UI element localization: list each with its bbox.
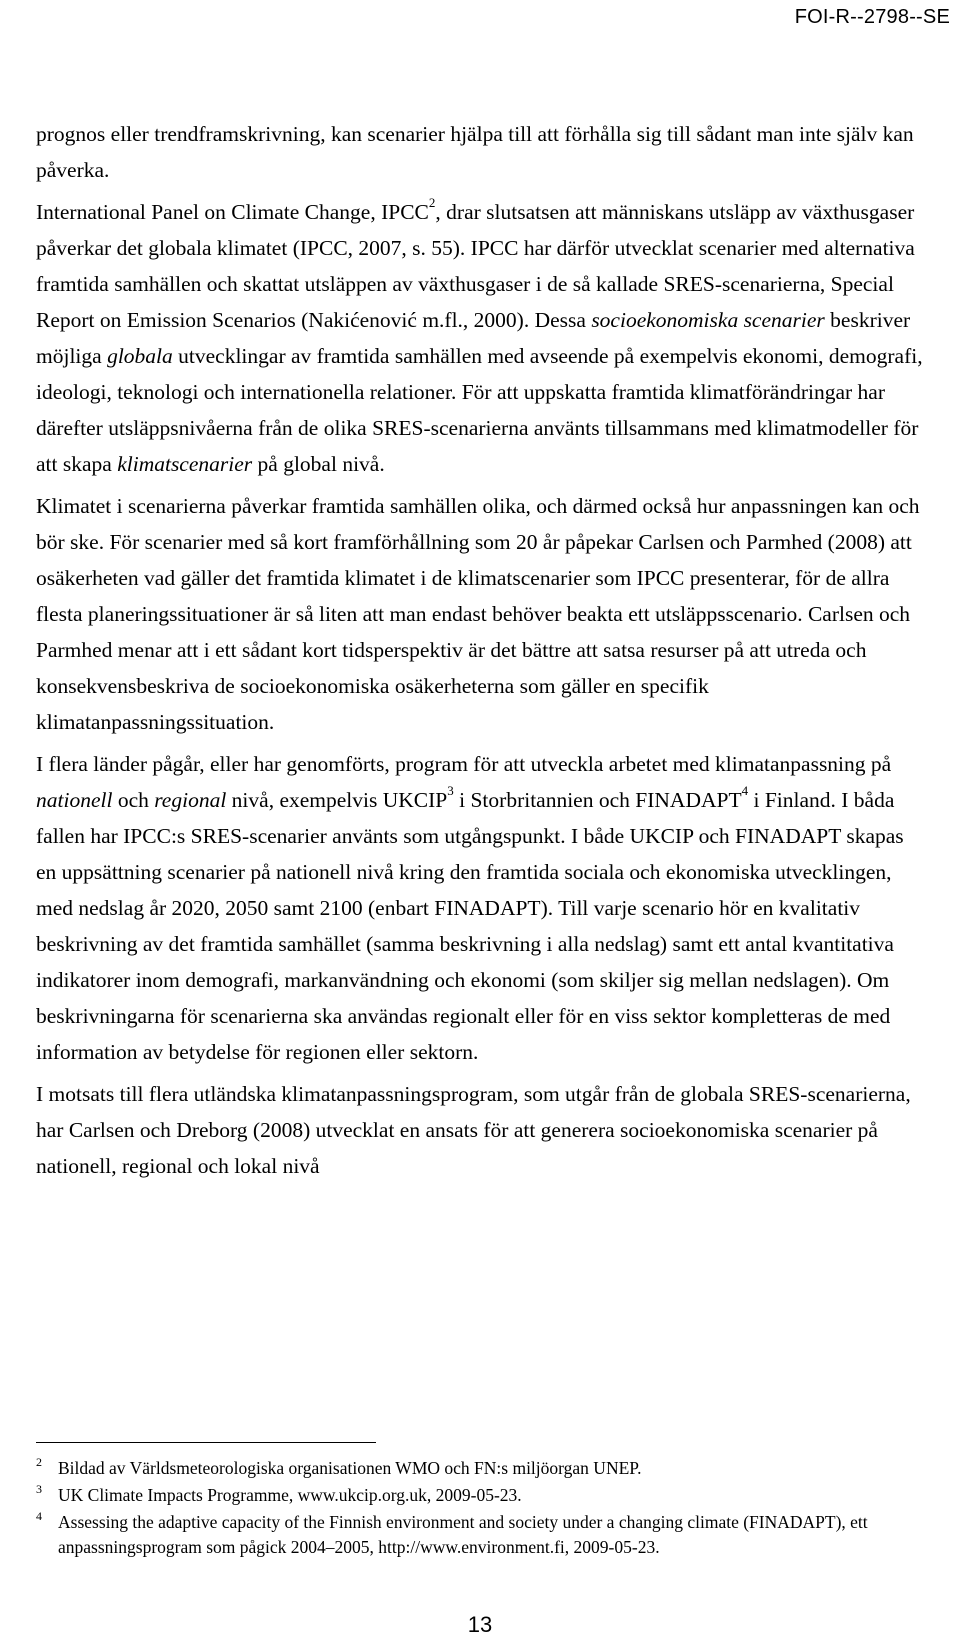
footnotes <box>36 1456 924 1562</box>
text-segment: International Panel on Climate Change, IPCC <box>36 200 429 224</box>
footnote-text: UK Climate Impacts Programme, www.ukcip.org.uk, 2009-05-23. <box>58 1485 522 1505</box>
text-segment: och <box>112 788 155 812</box>
report-id-header: FOI-R--2798--SE <box>794 6 950 28</box>
footnote-divider <box>36 1442 376 1443</box>
text-segment: på global nivå. <box>252 452 385 476</box>
text-segment: nivå, exempelvis UKCIP <box>226 788 448 812</box>
text-segment: I flera länder pågår, eller har genomförts, program för att utveckla arbetet med klimatanpassning på <box>36 752 892 776</box>
paragraph-4 <box>36 746 924 1070</box>
footnote-number: 2 <box>36 1455 42 1469</box>
footnote-ref-3[interactable]: 3 <box>447 782 454 798</box>
text-segment: beskriver möjliga <box>36 308 911 368</box>
italic-term: regional <box>154 788 227 812</box>
footnote-number: 4 <box>36 1509 42 1523</box>
paragraph-3 <box>36 488 924 740</box>
text-segment: i Storbritannien och FINADAPT <box>453 788 742 812</box>
body-text <box>36 116 924 1190</box>
page-number: 13 <box>467 1612 493 1637</box>
footnote-text: Bildad av Världsmeteorologiska organisationen WMO och FN:s miljöorgan UNEP. <box>58 1458 642 1478</box>
footnote-2 <box>36 1456 924 1481</box>
paragraph-2 <box>36 194 924 482</box>
paragraph-5 <box>36 1076 924 1184</box>
paragraph-1 <box>36 116 924 188</box>
footnote-number: 3 <box>36 1482 42 1496</box>
footnote-3 <box>36 1483 924 1508</box>
footnote-text: Assessing the adaptive capacity of the Finnish environment and society under a changing climate (FINADAPT), ett anpassningsprogram som pågick 2004–2005, http://www.environment.fi, 2009-05-23. <box>58 1512 868 1557</box>
paragraph-3-text: Klimatet i scenarierna påverkar framtida samhällen olika, och därmed också hur anpassningen kan och bör ske. För scenarier med så kort framförhållning som 20 år påpekar Carlsen och Parmhed (2008) att osäkerheten vad gäller det framtida klimatet i de klimatscenarier som IPCC presenterar, för de allra flesta planeringssituationer är så liten att man endast behöver beakta ett utsläppsscenario. Carlsen och Parmhed menar att i ett sådant kort tidsperspektiv är det bättre att satsa resurser på att utreda och konsekvensbeskriva de socioekonomiska osäkerheterna som gäller en specifik klimatanpassningssituation. <box>36 494 920 734</box>
text-segment: utvecklingar av framtida samhällen med avseende på exempelvis ekonomi, demografi, ideologi, teknologi och internationella relationer. För att uppskatta framtida klimatförändringar har därefter utsläppsnivåerna från de olika SRES-scenarierna använts tillsammans med klimatmodeller för att skapa <box>36 344 923 476</box>
paragraph-1-text: prognos eller trendframskrivning, kan scenarier hjälpa till att förhålla sig till sådant man inte själv kan påverka. <box>36 122 914 182</box>
paragraph-5-text: I motsats till flera utländska klimatanpassningsprogram, som utgår från de globala SRES-scenarierna, har Carlsen och Dreborg (2008) utvecklat en ansats för att generera socioekonomiska scenarier på nationell, regional och lokal nivå <box>36 1082 911 1178</box>
italic-term: socioekonomiska scenarier <box>591 308 825 332</box>
italic-term: nationell <box>36 788 113 812</box>
footnote-4 <box>36 1510 924 1560</box>
text-segment: i Finland. I båda fallen har IPCC:s SRES-scenarier använts som utgångspunkt. I både UKCIP och FINADAPT skapas en uppsättning scenarier på nationell nivå kring den framtida sociala och ekonomiska utvecklingen, med nedslag år 2020, 2050 samt 2100 (enbart FINADAPT). Till varje scenario hör en kvalitativ beskrivning av det framtida samhället (samma beskrivning i alla nedslag) samt ett antal kvantitativa indikatorer inom demografi, markanvändning och ekonomi (som skiljer sig mellan nedslagen). Om beskrivningarna för scenarierna ska användas regionalt eller för en viss sektor kompletteras de med information av betydelse för regionen eller sektorn. <box>36 788 904 1064</box>
text-segment: , drar slutsatsen att människans utsläpp av växthusgaser påverkar det globala klimatet (IPCC, 2007, s. 55). IPCC har därför utvecklat scenarier med alternativa framtida samhällen och skattat utsläppen av växthusgaser i de så kallade SRES-scenarierna, Special Report on Emission Scenarios (Nakićenović m.fl., 2000). Dessa <box>36 200 915 332</box>
italic-term: globala <box>107 344 173 368</box>
italic-term: klimatscenarier <box>117 452 253 476</box>
footnote-ref-2[interactable]: 2 <box>428 194 436 210</box>
footnote-ref-4[interactable]: 4 <box>741 782 749 798</box>
